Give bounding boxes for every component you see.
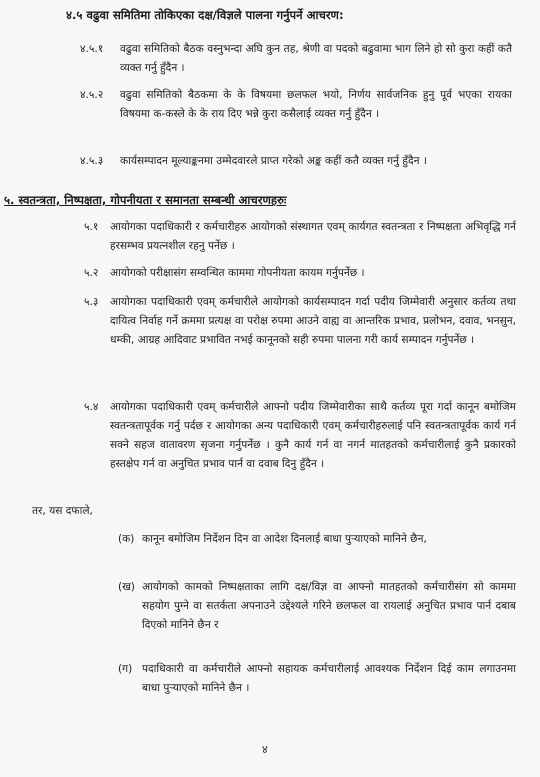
item-number: ४.५.२ bbox=[80, 89, 104, 101]
subitem-text: पदाधिकारी वा कर्मचारीले आफ्नो सहायक कर्मचारीलाई आवश्यक निर्देशन दिई काम लगाउनमा बाधा पुऱ्याएको मानिने छैन । bbox=[142, 663, 516, 694]
item-number: ५.२ bbox=[84, 267, 99, 279]
item-number: ५.४ bbox=[84, 401, 99, 413]
item-text: कार्यसम्पादन मूल्याङ्कनमा उम्मेदवारले प्राप्त गरेको अङ्क कहीं कतै व्यक्त गर्नु हुँदैन । bbox=[120, 155, 427, 167]
page-number: ४ bbox=[262, 743, 268, 756]
item-text: आयोगको परीक्षासंग सम्वन्धित काममा गोपनीयता कायम गर्नुपर्नेछ । bbox=[110, 267, 365, 279]
item-text: आयोगका पदाधिकारी एवम् कर्मचारीले आफ्नो पदीय जिम्मेवारीका साथै कर्तव्य पूरा गर्दा कानून बमोजिम स्वतन्त्रतापूर्वक गर्नु पर्दछ र आयोगका अन्य पदाधिकारी एवम् कर्मचारीहरुलाई पनि स्वतन्त्रतापूर्वक कार्य गर्न सक्ने सहज वातावरण सृजना गर्नुपर्नेछ । कुनै कार्य गर्न वा नगर्न मातहतको कर्मचारीलाई कुनै प्रकारको हस्तक्षेप गर्न वा अनुचित प्रभाव पार्न वा दवाब दिनु हुँदैन । bbox=[110, 401, 516, 470]
item-number: ४.५.३ bbox=[80, 155, 104, 167]
item-number: ५.१ bbox=[84, 221, 99, 233]
item-number: ४.५.१ bbox=[80, 43, 104, 55]
proviso-text: तर, यस दफाले, bbox=[32, 505, 93, 517]
subitem-number: (ख) bbox=[118, 581, 135, 593]
item-text: वढुवा समितिको बैठकमा के के विषयमा छलफल भयो, निर्णय सार्वजनिक हुनु पूर्व भएका रायका विषयमा क-कस्ले के के राय दिए भन्ने कुरा कसैलाई व्यक्त गर्नु हुँदैन । bbox=[120, 89, 512, 120]
item-text: वढुवा समितिको बैठक वस्नुभन्दा अघि कुन तह, श्रेणी वा पदको बढुवामा भाग लिने हो सो कुरा कहीं कतै व्यक्त गर्नु हुँदैन । bbox=[120, 43, 512, 74]
item-text: आयोगका पदाधिकारी एवम् कर्मचारीले आयोगको कार्यसम्पादन गर्दा पदीय जिम्मेवारी अनुसार कर्तव्य तथा दायित्व निर्वाह गर्ने क्रममा प्रत्यक्ष वा परोक्ष रुपमा आउने वाह्य वा आन्तरिक प्रभाव, प्रलोभन, दवाव, भनसुन, धम्की, आग्रह आदिवाट प्रभावित नभई कानूनको सही रुपमा पालना गरी कार्य सम्पादन गर्नुपर्नेछ । bbox=[110, 296, 516, 346]
item-number: ५.३ bbox=[84, 296, 99, 308]
subitem-number: (ग) bbox=[118, 663, 133, 675]
subitem-text: कानून बमोजिम निर्देशन दिन वा आदेश दिनलाई बाधा पुऱ्याएको मानिने छैन, bbox=[142, 533, 427, 545]
section-4-5-heading: ४.५ वढुवा समितिमा तोकिएका दक्ष/विज्ञले पालना गर्नुपर्ने आचरण: bbox=[66, 8, 344, 22]
subitem-text: आयोगको कामको निष्पक्षताका लागि दक्ष/विज्ञ वा आफ्नो मातहतको कर्मचारीसंग सो काममा सहयोग पुग्ने वा सतर्कता अपनाउने उद्देश्यले गरिने छलफल वा रायलाई अनुचित प्रभाव पार्न दबाब दिएको मानिने छैन र bbox=[142, 581, 516, 631]
subitem-number: (क) bbox=[118, 533, 135, 545]
section-5-heading: ५. स्वतन्त्रता, निष्पक्षता, गोपनीयता र समानता सम्बन्धी आचरणहरुः bbox=[4, 193, 287, 207]
item-text: आयोगका पदाधिकारी र कर्मचारीहरु आयोगको संस्थागत एवम् कार्यगत स्वतन्त्रता र निष्पक्षता अभिवृद्धि गर्न हरसम्भव प्रयत्नशील रहनु पर्नेछ । bbox=[110, 221, 516, 252]
